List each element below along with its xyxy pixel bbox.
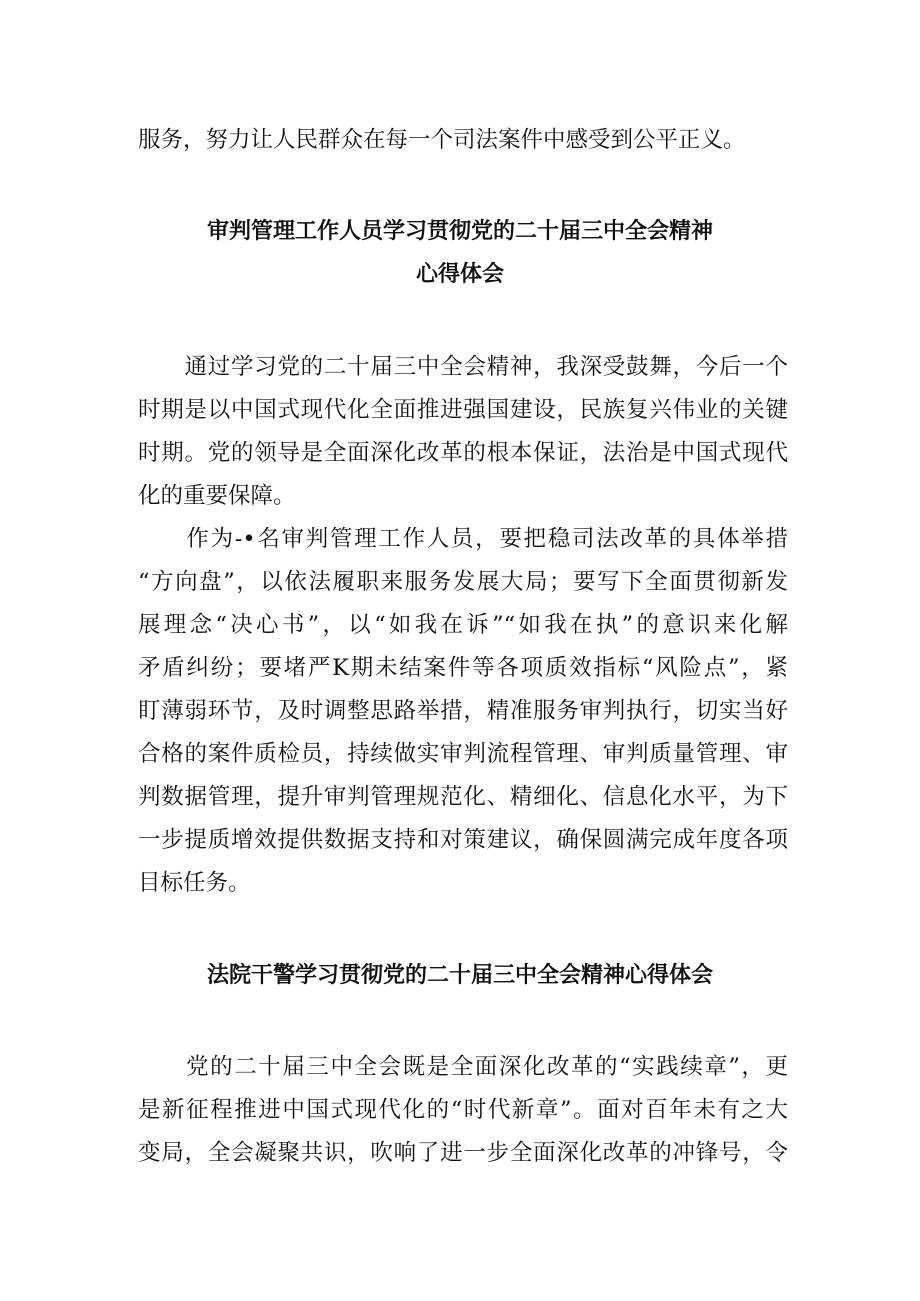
article1-p2-line4: 矛盾纠纷；要堵严K期未结案件等各项质效指标“风险点”，紧 [138,655,788,681]
article1-p2-line7: 判数据管理，提升审判管理规范化、精细化、信息化水平，为下 [138,784,788,810]
article1-p1-line4: 化的重要保障。 [138,483,296,509]
article1-p2-line8: 一步提质增效提供数据支持和对策建议，确保圆满完成年度各项 [138,827,788,853]
article1-p1-line1: 通过学习党的二十届三中全会精神，我深受鼓舞，今后一个 [138,354,788,380]
article1-p1-line3: 时期。党的领导是全面深化改革的根本保证，法治是中国式现代 [138,440,788,466]
article2-p1-line3: 变局，全会凝聚共识，吹响了进一步全面深化改革的冲锋号，令 [138,1140,788,1166]
article2-p1-line2: 是新征程推进中国式现代化的“时代新章”。面对百年未有之大 [138,1097,788,1123]
article1-title-line2: 心得体会 [415,262,504,287]
article1-p1-line2: 时期是以中国式现代化全面推进强国建设，民族复兴伟业的关键 [138,397,788,423]
intro-line: 服务，努力让人民群众在每一个司法案件中感受到公平正义。 [138,127,746,153]
article1-p2-line3: 展理念“决心书”，以“如我在诉”“如我在执”的意识来化解 [138,612,788,638]
article1-p2-line5: 盯薄弱环节，及时调整思路举措，精准服务审判执行，切实当好 [138,698,788,724]
article1-p2-line2: “方向盘”，以依法履职来服务发展大局；要写下全面贯彻新发 [138,569,788,595]
article1-title-line1: 审判管理工作人员学习贯彻党的二十届三中全会精神 [206,219,713,244]
article1-p2-line9: 目标任务。 [138,870,251,896]
article1-p2-line6: 合格的案件质检员，持续做实审判流程管理、审判质量管理、审 [138,741,788,767]
article2-title: 法院干警学习贯彻党的二十届三中全会精神心得体会 [206,963,713,988]
article2-p1-line1: 党的二十届三中全会既是全面深化改革的“实践续章”，更 [138,1054,788,1080]
article1-p2-line1: 作为-•名审判管理工作人员，要把稳司法改革的具体举措 [138,526,788,552]
